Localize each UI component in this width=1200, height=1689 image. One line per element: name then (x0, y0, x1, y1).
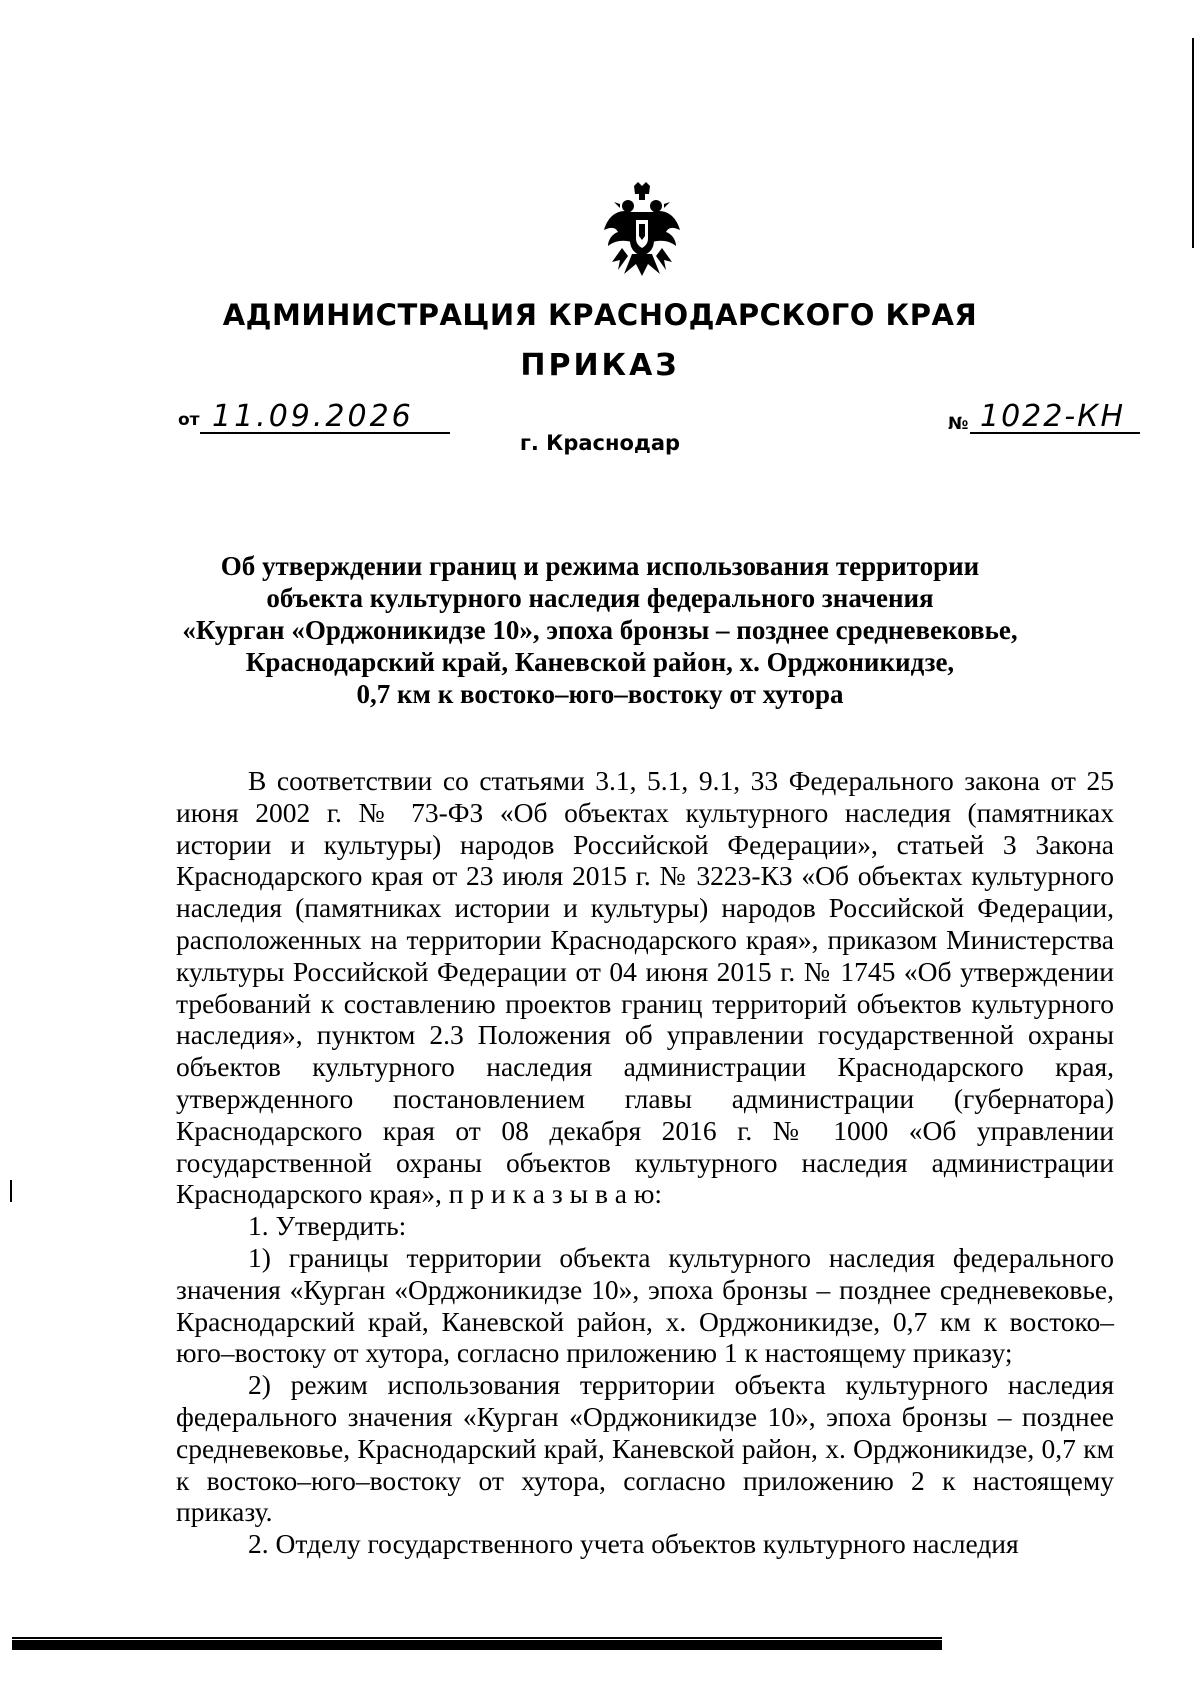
subject-line: «Курган «Орджоникидзе 10», эпоха бронзы – позднее средневековье, (182, 615, 1018, 645)
item-1: 1. Утвердить: (248, 1210, 407, 1242)
subject-line: 0,7 км к востоко–юго–востоку от хутора (356, 679, 844, 709)
item-2: 2. Отделу государственного учета объектов культурного наследия (248, 1528, 1019, 1560)
krasnodar-coat-of-arms-icon (602, 182, 682, 278)
document-type: ПРИКАЗ (520, 348, 680, 383)
date-prefix: от (178, 410, 200, 430)
organization-title: АДМИНИСТРАЦИЯ КРАСНОДАРСКОГО КРАЯ (222, 298, 978, 332)
scan-bottom-line (12, 1637, 942, 1639)
scan-edge-line (1192, 38, 1194, 248)
number-prefix: № (948, 414, 969, 434)
scan-bottom-bar (12, 1640, 942, 1650)
item-1-1: 1) границы территории объекта культурного наследия федерального значения «Курган «Орджоникидзе 10», эпоха бронзы – позднее средневековье, Краснодарский край, Каневской район, х. Орджоникидзе, 0,7 км к востоко–юго–востоку от хутора, согласно приложению 1 к настоящему приказу; (176, 1241, 1114, 1369)
subject-line: Об утверждении границ и режима использования территории (220, 551, 980, 581)
order-subject (120, 550, 1080, 710)
scan-mark (10, 1180, 12, 1202)
order-body (176, 765, 1114, 1560)
order-number: 1022-КН (970, 402, 1140, 434)
item-1-2: 2) режим использования территории объекта культурного наследия федерального значения «Курган «Орджоникидзе 10», эпоха бронзы – позднее средневековье, Краснодарский край, Каневской район, х. Орджоникидзе, 0,7 км к востоко–юго–востоку от хутора, согласно приложению 2 к настоящему приказу. (176, 1369, 1114, 1528)
preamble-paragraph: В соответствии со статьями 3.1, 5.1, 9.1, 33 Федерального закона от 25 июня 2002 г. № 73-ФЗ «Об объектах культурного наследия (памятниках истории и культуры) народов Российской Федерации», статьей 3 Закона Краснодарского края от 23 июля 2015 г. № 3223-КЗ «Об объектах культурного наследия (памятниках истории и культуры) народов Российской Федерации, расположенных на территории Краснодарского края», приказом Министерства культуры Российской Федерации от 04 июня 2015 г. № 1745 «Об утверждении требований к составлению проектов границ территорий объектов культурного наследия», пунктом 2.3 Положения об управлении государственной охраны объектов культурного наследия администрации Краснодарского края, утвержденного постановлением главы администрации (губернатора) Краснодарского края от 08 декабря 2016 г. № 1000 «Об управлении государственной охраны объектов культурного наследия администрации Краснодарского края», п р и к а з ы в а ю: (176, 765, 1114, 1210)
subject-line: объекта культурного наследия федерального значения (266, 583, 934, 613)
subject-line: Краснодарский край, Каневской район, х. Орджоникидзе, (245, 647, 955, 677)
place: г. Краснодар (519, 431, 681, 455)
order-date: 11.09.2026 (200, 402, 450, 434)
